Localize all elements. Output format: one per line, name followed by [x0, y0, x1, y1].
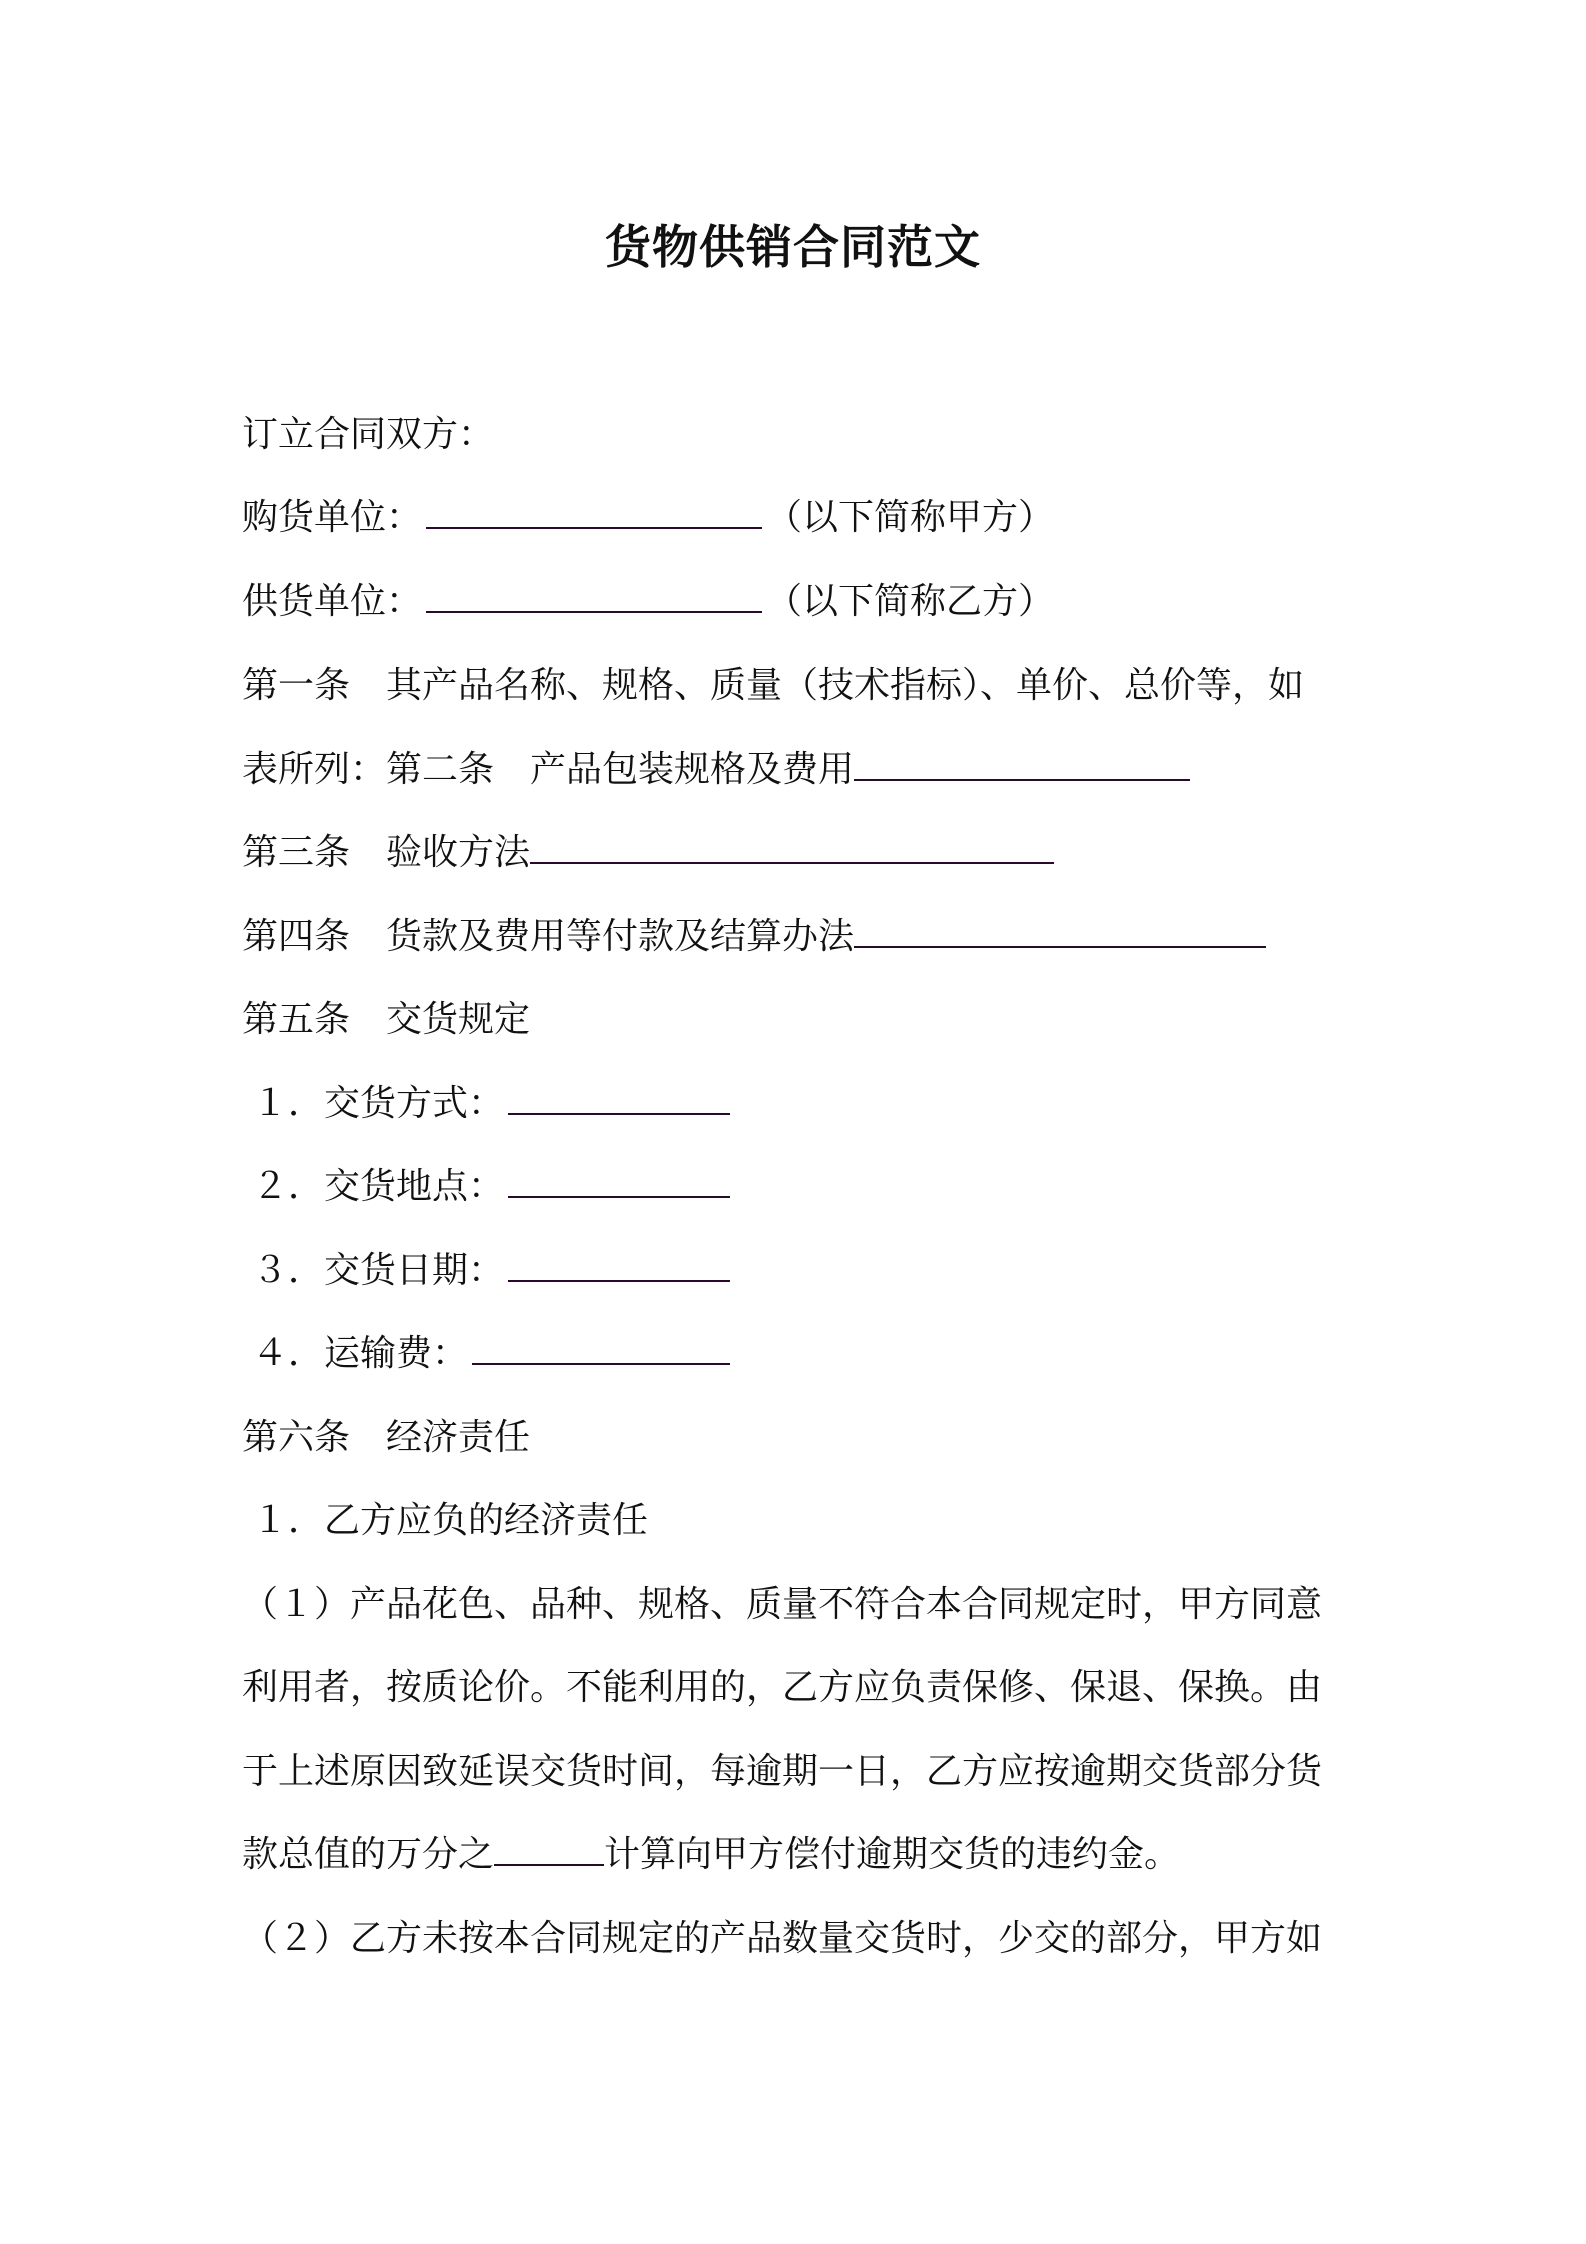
buyer-line — [242, 488, 1362, 548]
penalty-prefix: 款总值的万分之 — [242, 1834, 495, 1875]
delivery-place-blank[interactable] — [508, 1158, 730, 1198]
delivery-item-2 — [242, 1157, 1362, 1217]
seller-suffix: （以下简称乙方） — [766, 581, 1055, 622]
article-6-heading: 第六条 经济责任 — [242, 1417, 531, 1458]
packaging-fee-blank[interactable] — [854, 741, 1190, 781]
article-4-line — [242, 907, 1362, 967]
buyer-suffix: （以下简称甲方） — [766, 497, 1055, 538]
transport-fee-label: ４．运输费： — [252, 1333, 469, 1374]
seller-name-blank[interactable] — [426, 573, 762, 613]
transport-fee-blank[interactable] — [472, 1325, 730, 1365]
article-1-line-2 — [242, 740, 1362, 800]
penalty-suffix: 计算向甲方偿付逾期交货的违约金。 — [604, 1834, 1181, 1875]
delivery-date-blank[interactable] — [508, 1242, 730, 1282]
paragraph-1-line-3: 于上述原因致延误交货时间，每逾期一日，乙方应按逾期交货部分货 — [242, 1751, 1323, 1792]
seller-liability-heading: １．乙方应负的经济责任 — [252, 1500, 649, 1541]
paragraph-2-line-1: （２）乙方未按本合同规定的产品数量交货时，少交的部分，甲方如 — [242, 1918, 1323, 1959]
paragraph-1-line-4 — [242, 1825, 1362, 1885]
buyer-name-blank[interactable] — [426, 489, 762, 529]
delivery-item-4 — [242, 1324, 1362, 1384]
delivery-item-1 — [242, 1074, 1362, 1134]
delivery-date-label: ３．交货日期： — [252, 1250, 505, 1291]
article-5-heading: 第五条 交货规定 — [242, 999, 531, 1040]
liability-item-1 — [242, 1491, 1362, 1551]
payment-method-blank[interactable] — [854, 908, 1266, 948]
paragraph-1-line-2: 利用者，按质论价。不能利用的，乙方应负责保修、保退、保换。由 — [242, 1667, 1323, 1708]
paragraph-1-line-1: （１）产品花色、品种、规格、质量不符合本合同规定时，甲方同意 — [242, 1584, 1323, 1625]
buyer-label: 购货单位： — [242, 497, 423, 538]
parties-heading: 订立合同双方： — [242, 414, 495, 455]
article-1-line-1: 第一条 其产品名称、规格、质量（技术指标）、单价、总价等，如 — [242, 665, 1305, 706]
delivery-place-label: ２．交货地点： — [252, 1166, 505, 1207]
article-4-text: 第四条 货款及费用等付款及结算办法 — [242, 916, 855, 957]
delivery-method-label: １．交货方式： — [252, 1083, 505, 1124]
acceptance-method-blank[interactable] — [530, 824, 1054, 864]
seller-label: 供货单位： — [242, 581, 423, 622]
delivery-method-blank[interactable] — [508, 1075, 730, 1115]
article-3-line — [242, 823, 1362, 883]
penalty-rate-blank[interactable] — [494, 1826, 604, 1866]
seller-line — [242, 572, 1362, 632]
article-3-text: 第三条 验收方法 — [242, 832, 531, 873]
document-title: 货物供销合同范文 — [605, 220, 981, 274]
article-2-text: 表所列：第二条 产品包装规格及费用 — [242, 749, 855, 790]
delivery-item-3 — [242, 1241, 1362, 1301]
